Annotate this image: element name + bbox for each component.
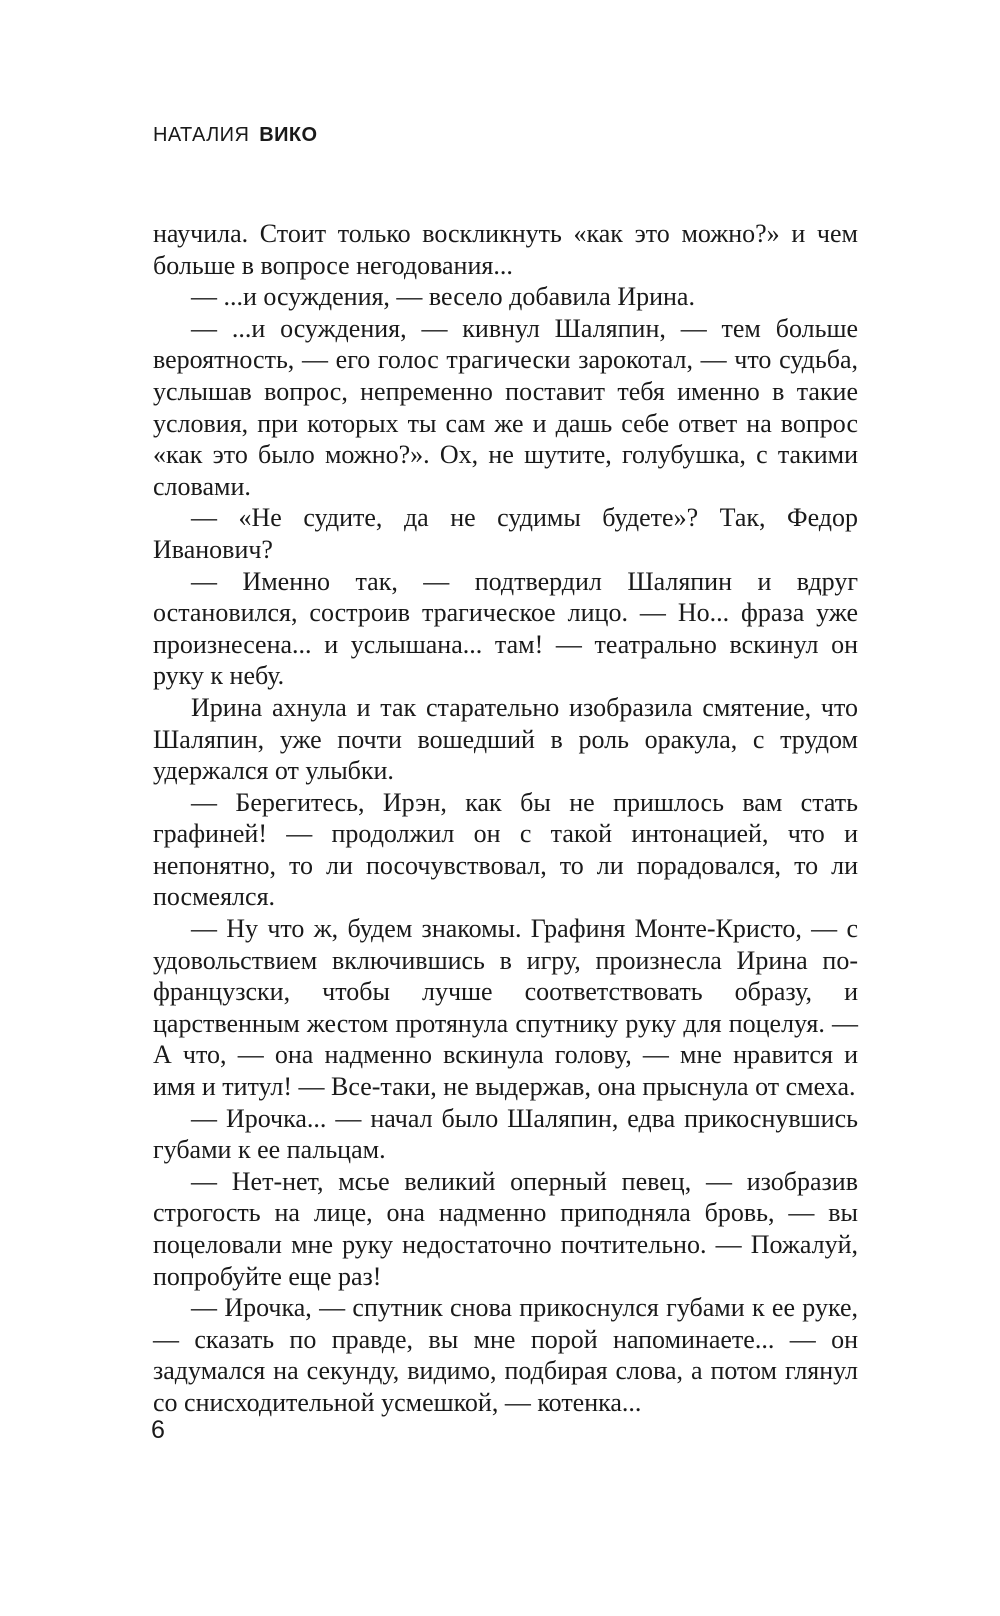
paragraph: — Ирочка, — спутник снова прикоснулся губами к ее руке, — сказать по правде, вы мне порой напоминаете... — он задумался на секунду, видимо, подбирая слова, а потом глянул со снисходительной усмешкой, — котенка... xyxy=(153,1293,858,1417)
paragraph: — ...и осуждения, — весело добавила Ирина. xyxy=(191,282,695,312)
author-first-name: НАТАЛИЯ xyxy=(153,124,250,146)
paragraph: Ирина ахнула и так старательно изобразила смятение, что Шаляпин, уже почти вошедший в роль оракула, с трудом удержался от улыбки. xyxy=(153,692,858,786)
body-text xyxy=(153,218,858,1419)
paragraph: — Ирочка... — начал было Шаляпин, едва прикоснувшись губами к ее пальцам. xyxy=(153,1103,858,1165)
page-number: 6 xyxy=(151,1416,165,1444)
author-last-name: ВИКО xyxy=(259,124,318,146)
paragraph: — Именно так, — подтвердил Шаляпин и вдруг остановился, состроив трагическое лицо. — Но... фраза уже произнесена... и услышана... там! — театрально вскинул он руку к небу. xyxy=(153,566,858,691)
paragraph: — Берегитесь, Ирэн, как бы не пришлось вам стать графиней! — продолжил он с такой интонацией, что и непонятно, то ли посочувствовал, то ли порадовался, то ли посмеялся. xyxy=(153,787,858,912)
paragraph: — «Не судите, да не судимы будете»? Так, Федор Иванович? xyxy=(153,503,858,564)
paragraph: — ...и осуждения, — кивнул Шаляпин, — тем больше вероятность, — его голос трагически зарокотал, — что судьба, услышав вопрос, непременно поставит тебя именно в такие условия, при которых ты сам же и дашь себе ответ на вопрос «как это было можно?». Ох, не шутите, голубушка, с такими словами. xyxy=(153,313,858,501)
paragraph: научила. Стоит только воскликнуть «как это можно?» и чем больше в вопросе негодования... xyxy=(153,219,858,280)
paragraph: — Ну что ж, будем знакомы. Графиня Монте-Кристо, — с удовольствием включившись в игру, произнесла Ирина по-французски, чтобы лучше соответствовать образу, и царственным жестом протянула спутнику руку для поцелуя. — А что, — она надменно вскинула голову, — мне нравится и имя и титул! — Все-таки, не выдержав, она прыснула от смеха. xyxy=(153,914,858,1102)
paragraph: — Нет-нет, мсье великий оперный певец, — изобразив строгость на лице, она надменно приподняла бровь, — вы поцеловали мне руку недостаточно почтительно. — Пожалуй, попробуйте еще раз! xyxy=(153,1166,858,1291)
running-header xyxy=(153,124,317,147)
